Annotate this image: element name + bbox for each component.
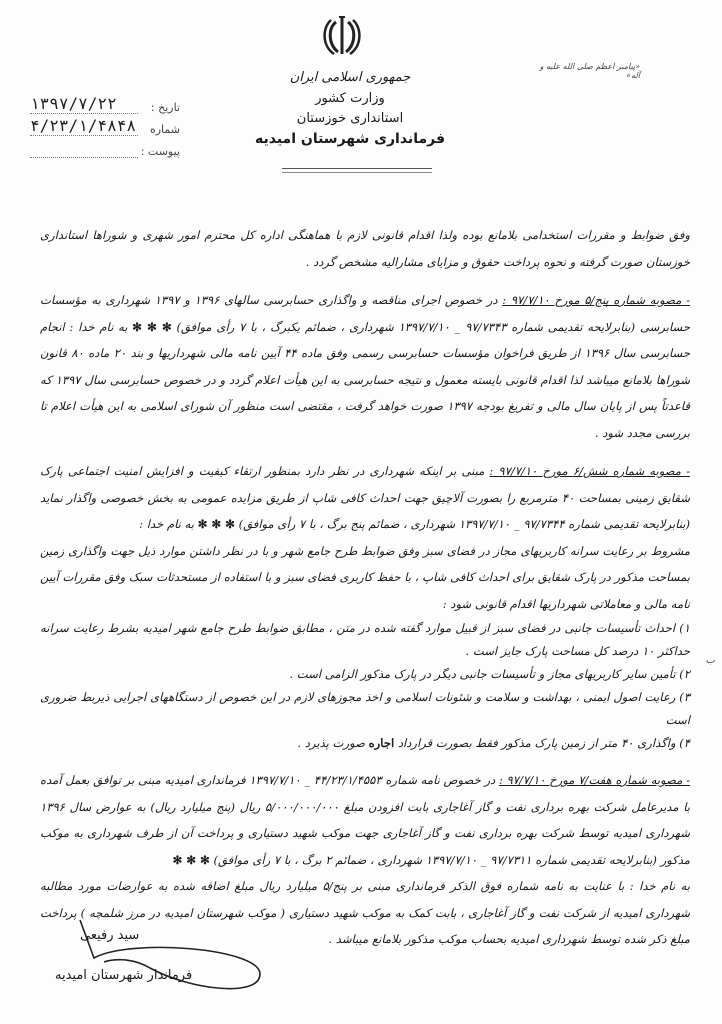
date-label: تاریخ : (150, 101, 180, 114)
margin-note: ب (706, 655, 716, 666)
resolution-6-subject: مبنی بر اینکه شهرداری در نظر دارد بمنظور ارتقاء کیفیت و افزایش امنیت اجتماعی پارک شقایق زمینی بمساحت ۴۰ مترمربع را بصورت آلاچیق جهت احداث کافی شاپ از طریق مزایده عمومی به بخش خصوصی واگذار نماید (بنابرلایحه تقدیمی شماره ۹۷/۷۳۴۴ _ ۱۳۹۷/۷/۱۰ شهرداری ، ضمائم پنج برگ ، با ۷ رأی موافق) (40, 464, 690, 531)
lease-keyword: اجاره (368, 736, 395, 750)
attachment-row (30, 136, 180, 158)
resolution-6 (40, 458, 690, 538)
attachment-label: پیوست : (140, 145, 180, 158)
ministry-name: وزارت کشور (315, 91, 385, 106)
letter-body (40, 222, 690, 953)
separator-stars: ✻ ✻ ✻ (132, 319, 172, 334)
number-row (30, 114, 180, 136)
resolution-6-conditions (40, 617, 690, 755)
resolution-7-heading: - مصوبه شماره هفت/۷ مورخ ۹۷/۷/۱۰ : (498, 773, 691, 787)
condition-item: ۲) تأمین سایر کاربریهای مجاز و تأسیسات جانبی دیگر در پارک مذکور الزامی است . (289, 667, 690, 681)
signatory-name: سید رفیعی (80, 928, 140, 943)
separator-stars: ✻ ✻ ✻ (172, 852, 210, 867)
resolution-6-decision: مشروط بر رعایت سرانه کاربریهای مجاز در فضای سبز وفق ضوابط طرح جامع شهر و با در نظر داشتن موارد ذیل جهت واگذاری زمین بمساحت مذکور در پارک شقایق برای احداث کافی شاپ ، با حفظ کاربری فضای سبز و با استفاده از مستحدثات سبک وفق مقررات آیین نامه مالی و معاملاتی شهرداریها اقدام قانونی شود : (40, 543, 690, 611)
signatory-title: فرماندار شهرستان امیدیه (55, 968, 193, 983)
motto: «پیامبر اعظم صلی الله علیه و آله» (539, 62, 640, 80)
date-row (30, 92, 180, 114)
resolution-5-heading: - مصوبه شماره پنج/۵ مورخ ۹۷/۷/۱۰ : (502, 293, 690, 307)
number-value: ۴/۲۳/۱/۴۸۴۸ (30, 116, 138, 136)
iran-emblem-icon (322, 14, 362, 58)
letterhead (250, 70, 450, 147)
letter-meta (30, 92, 180, 158)
date-value: ۱۳۹۷/۷/۲۲ (30, 94, 138, 114)
condition-item: ۳) رعایت اصول ایمنی ، بهداشت و سلامت و شئونات اسلامی و اخذ مجوزهای لازم در این خصوص از دستگاههای اجرایی ذیربط ضروری است (40, 690, 690, 727)
intro-paragraph: وفق ضوابط و مقررات استخدامی بلامانع بوده ولذا اقدام قانونی لازم با هماهنگی اداره کل محترم امور شهری و شوراها استانداری خوزستان صورت گرفته و نحوه پرداخت حقوق و مزایای مشارالیه مشخص گردد . (40, 228, 690, 269)
condition-item: ۱) احداث تأسیسات جانبی در فضای سبز از قبیل موارد گفته شده در متن ، مطابق ضوابط طرح جامع شهر امیدیه بشرط رعایت سرانه حداکثر ۱۰ درصد کل مساحت پارک جایز است . (40, 621, 690, 658)
resolution-5-decision: به نام خدا : انجام حسابرسی سال ۱۳۹۶ از طریق فراخوان مؤسسات حسابرسی رسمی وفق ماده ۴۴ آیین نامه مالی شهرداریها و بند ۲۰ ماده ۸۰ قانون شوراها بلامانع میباشد لذا اقدام قانونی بایسته معمول و نتیجه حسابرسی به این هیأت اعلام گردد و در خصوص حسابرسی سال ۱۳۹۷ که قاعدتاً پس از پایان سال مالی و تفریغ بودجه ۱۳۹۷ صورت خواهد گرفت ، مقتضی است منظور آن شورای اسلامی به این هیأت اعلام تا بررسی مجدد شود . (40, 319, 691, 440)
resolution-7-decision: به نام خدا : با عنایت به نامه شماره فوق الذکر فرمانداری مبنی بر پنج/۵ میلیارد ریال مبلغ اضافه شده به عوارضات مورد مطالبه شهرداری امیدیه از شرکت نفت و گاز آغاجاری ، بابت کمک به موکب شهید دستیاری ( موکب شهرستان امیدیه در مرز شلمچه ) پرداخت مبلغ ذکر شده توسط شهرداری امیدیه بحساب موکب مذکور بلامانع میباشد . (40, 879, 690, 946)
resolution-6-heading: - مصوبه شماره شش/۶ مورخ ۹۷/۷/۱۰ : (489, 464, 690, 478)
attachment-value (30, 145, 138, 158)
province-office: استانداری خوزستان (296, 111, 404, 126)
resolution-6-bismillah: به نام خدا : (139, 517, 194, 531)
country-name: جمهوری اسلامی ایران (289, 70, 411, 85)
number-label: شماره (149, 123, 180, 136)
condition-item: ۴) واگذاری ۴۰ متر از زمین پارک مذکور فقط بصورت قرارداد اجاره صورت پذیرد . (297, 736, 690, 750)
separator-stars: ✻ ✻ ✻ (197, 517, 235, 531)
resolution-5-subject: در خصوص اجرای مناقصه و واگذاری حسابرسی سالهای ۱۳۹۶ و ۱۳۹۷ شهرداری به مؤسسات حسابرسی (بنابرلایحه تقدیمی شماره ۹۷/۷۳۴۳ _ ۱۳۹۷/۷/۱۰ شهرداری ، ضمائم یکبرگ ، با ۷ رأی موافق) (40, 293, 690, 334)
header-divider (282, 168, 432, 173)
governorate-name: فرمانداری شهرستان امیدیه (254, 131, 445, 147)
resolution-7-subject: در خصوص نامه شماره ۴۴/۲۳/۱/۴۵۵۳ _ ۱۳۹۷/۷/۱۰ فرمانداری امیدیه مبنی بر توافق بعمل آمده با مدیرعامل شرکت بهره برداری نفت و گاز آغاجاری بابت افزودن مبلغ ۵/۰۰۰/۰۰۰/۰۰۰ ریال (پنج میلیارد ریال) به عوارض سال ۱۳۹۶ شهرداری امیدیه توسط شرکت بهره برداری نفت و گاز آغاجاری جهت موکب شهید دستیاری و پرداخت آن از طرف شهرداری به موکب مذکور (بنابرلایحه تقدیمی شماره ۹۷/۷۳۱۱ _ ۱۳۹۷/۷/۱۰ شهرداری ، ضمائم ۲ برگ ، با ۷ رأی موافق) (40, 773, 690, 867)
resolution-7 (40, 767, 690, 873)
resolution-5 (40, 287, 690, 446)
